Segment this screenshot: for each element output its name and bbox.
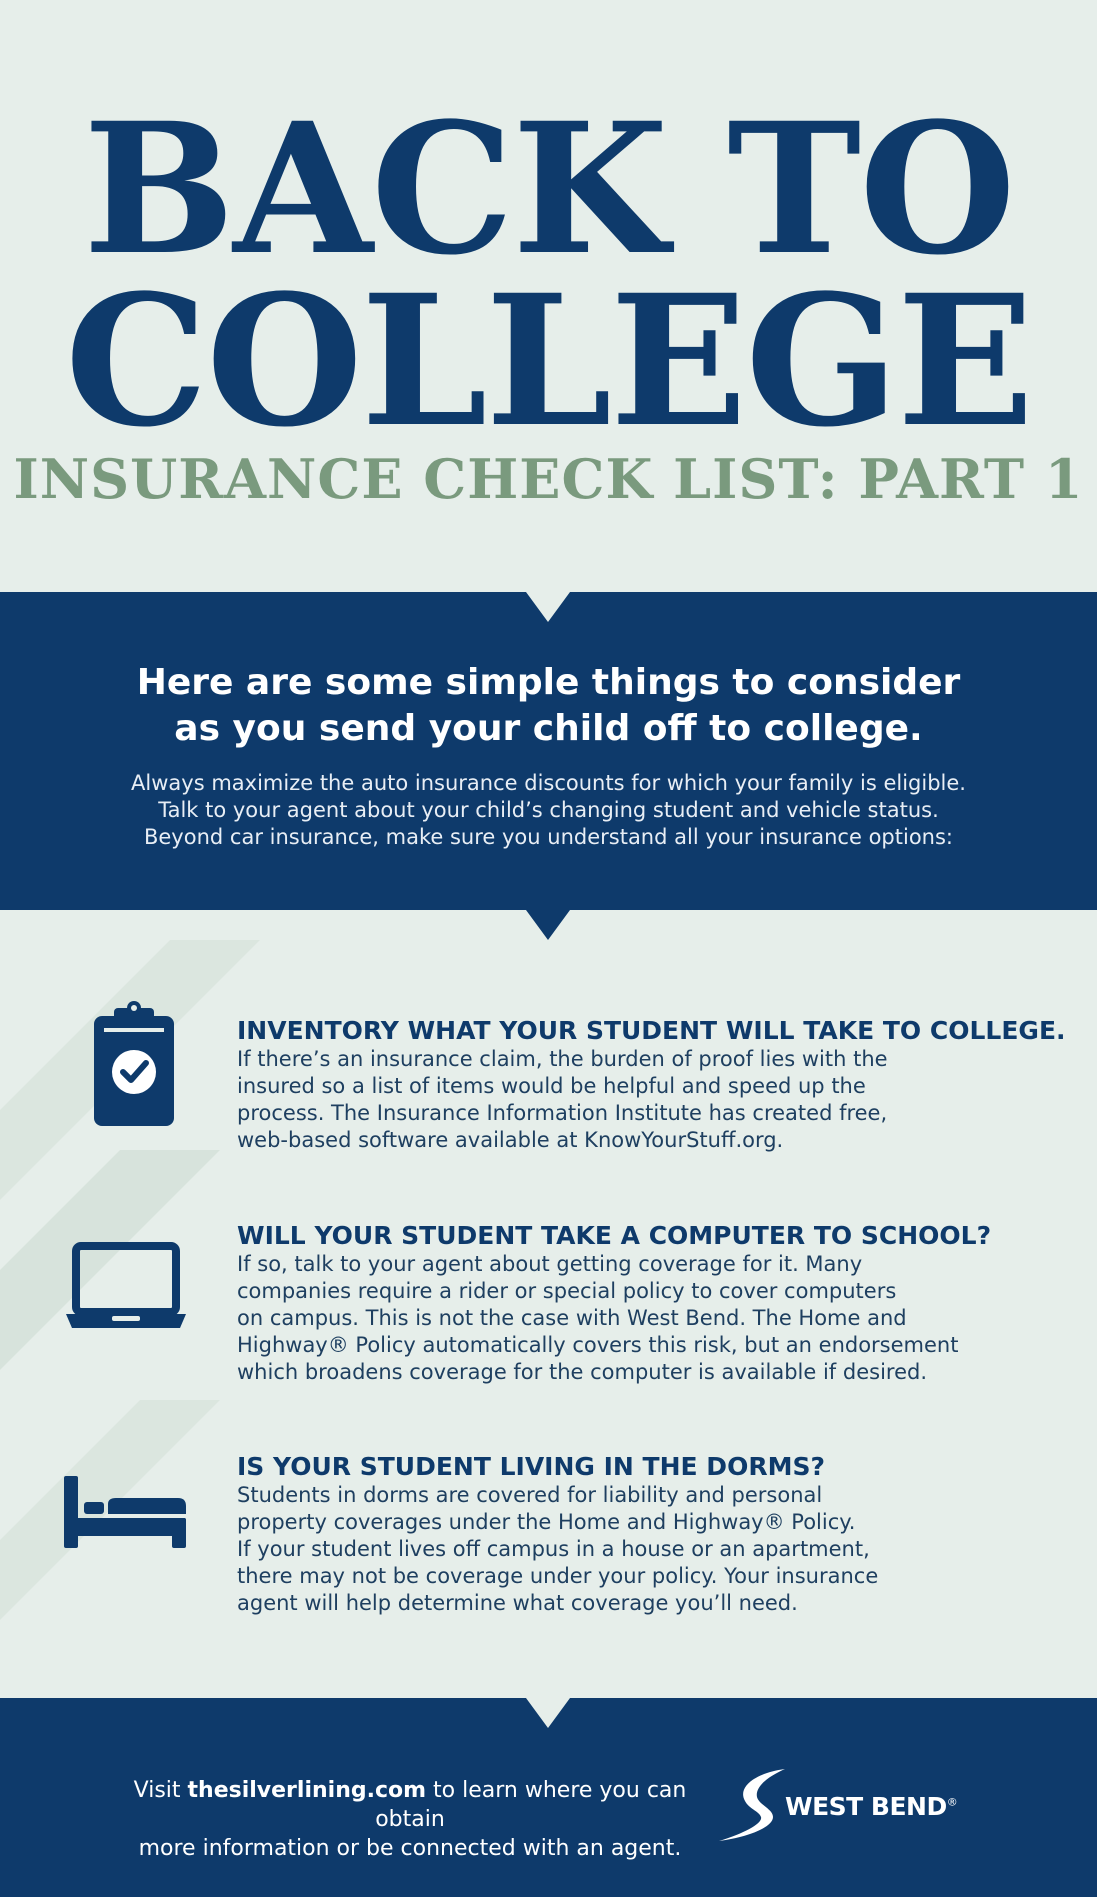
item-body-line: process. The Insurance Information Institute has created free, [237,1101,888,1125]
item-title: INVENTORY WHAT YOUR STUDENT WILL TAKE TO COLLEGE. [237,1016,1066,1045]
intro-bottom-notch [526,910,570,940]
intro-top-notch [526,592,570,622]
intro-body [0,770,1097,851]
item-body [237,1482,1077,1617]
item-body-line: on campus. This is not the case with West Bend. The Home and [237,1306,907,1330]
checklist-item-inventory [237,1016,1077,1154]
bed-icon [62,1474,188,1550]
footer-site-link[interactable]: thesilverlining.com [187,1778,427,1803]
footer-line-1 [100,1776,720,1834]
intro-heading-line: Here are some simple things to consider [136,662,961,703]
logo-registered-mark: ® [946,1795,958,1809]
footer-line-2: more information or be connected with an agent. [138,1836,682,1861]
intro-body-line: Talk to your agent about your child’s changing student and vehicle status. [158,798,939,822]
item-body-line: insured so a list of items would be helpful and speed up the [237,1074,866,1098]
intro-heading [0,660,1097,752]
intro-heading-line: as you send your child off to college. [174,708,923,749]
item-body-line: companies require a rider or special policy to cover computers [237,1279,897,1303]
laptop-icon [64,1242,188,1330]
west-bend-logo [715,1765,1005,1845]
intro-body-line: Always maximize the auto insurance discounts for which your family is eligible. [131,771,966,795]
item-body-line: If your student lives off campus in a house or an apartment, [237,1537,870,1561]
checklist-item-dorms [237,1452,1077,1617]
footer-text [100,1776,720,1863]
item-body-line: web-based software available at KnowYourStuff.org. [237,1128,784,1152]
item-title: WILL YOUR STUDENT TAKE A COMPUTER TO SCHOOL? [237,1221,992,1250]
logo-name: WEST BEND [785,1792,947,1821]
item-body-line: there may not be coverage under your policy. Your insurance [237,1564,879,1588]
item-body-line: Highway® Policy automatically covers this risk, but an endorsement [237,1333,959,1357]
title-line-2: COLLEGE [64,256,1033,467]
footer-visit-suffix: to learn where you can obtain [375,1778,687,1832]
item-body-line: If there’s an insurance claim, the burden of proof lies with the [237,1047,888,1071]
logo-wordmark [785,1792,957,1821]
checklist-item-computer [237,1221,1077,1386]
item-title: IS YOUR STUDENT LIVING IN THE DORMS? [237,1452,825,1481]
item-body-line: property coverages under the Home and Highway® Policy. [237,1510,856,1534]
hero-header [0,0,1097,592]
intro-body-line: Beyond car insurance, make sure you understand all your insurance options: [143,825,953,849]
subtitle: INSURANCE CHECK LIST: PART 1 [13,447,1084,511]
clipboard-check-icon [92,1000,176,1128]
item-body [237,1251,1077,1386]
item-body [237,1046,1077,1154]
item-body-line: which broadens coverage for the computer is available if desired. [237,1360,927,1384]
footer-notch [526,1698,570,1728]
footer-visit-prefix: Visit [133,1778,188,1803]
title-line-1: BACK TO [83,84,1014,295]
item-body-line: If so, talk to your agent about getting coverage for it. Many [237,1252,863,1276]
item-body-line: agent will help determine what coverage you’ll need. [237,1591,798,1615]
item-body-line: Students in dorms are covered for liability and personal [237,1483,823,1507]
